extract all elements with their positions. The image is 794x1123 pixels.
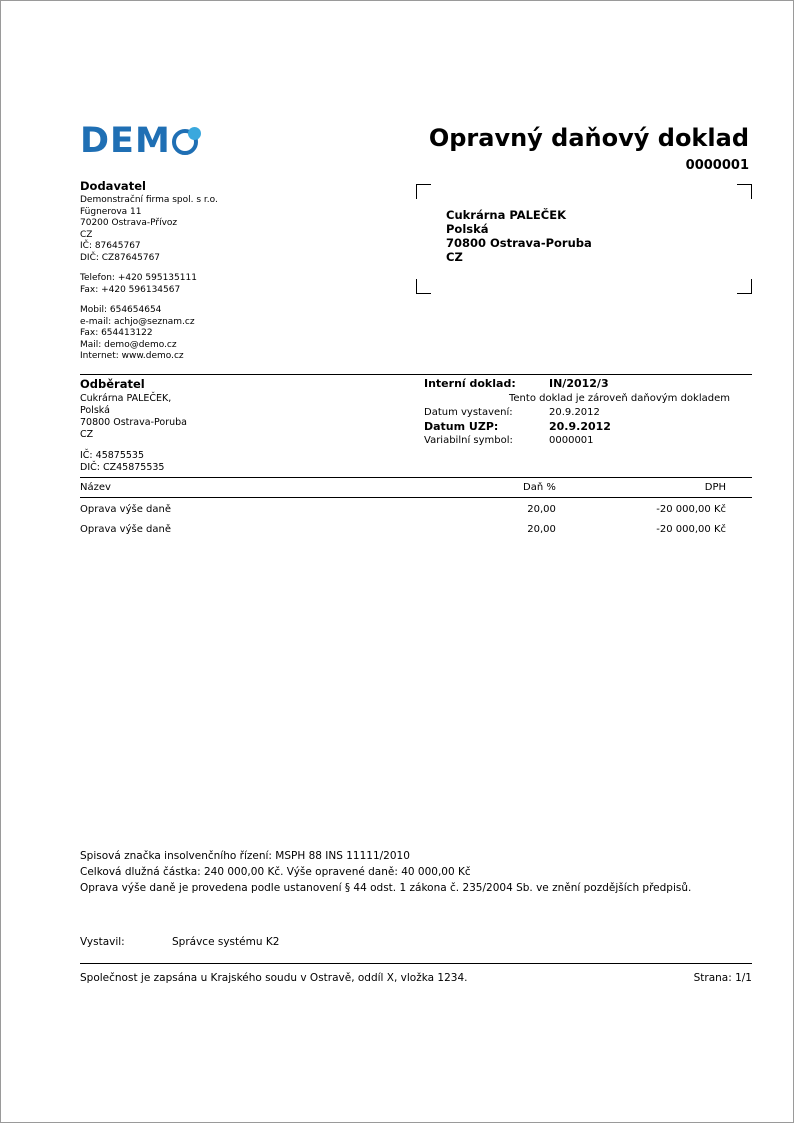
issue-date-row	[424, 406, 754, 420]
supplier-internet: Internet: www.demo.cz	[80, 351, 184, 361]
internal-document-label: Interní doklad:	[424, 377, 516, 390]
note-line: Spisová značka insolvenčního řízení: MSPH 88 INS 11111/2010	[80, 850, 410, 862]
address-window	[416, 184, 752, 294]
table-row	[80, 500, 752, 520]
document-meta	[424, 377, 754, 448]
column-header-name: Název	[80, 482, 111, 493]
customer-ico: IČ: 45875535	[80, 450, 145, 461]
recipient-line: Polská	[446, 222, 489, 236]
divider-top	[80, 374, 752, 375]
corner-mark-icon	[416, 184, 431, 199]
supplier-line: Demonstrační firma spol. s r.o.	[80, 195, 218, 205]
internal-document-value: IN/2012/3	[549, 377, 609, 390]
variable-symbol-label: Variabilní symbol:	[424, 435, 513, 446]
variable-symbol-value: 0000001	[549, 435, 594, 446]
items-divider-under-header	[80, 497, 752, 498]
customer-line: CZ	[80, 429, 94, 440]
footer-divider	[80, 963, 752, 964]
customer-line: Cukrárna PALEČEK,	[80, 393, 172, 404]
column-header-vat: DPH	[704, 482, 727, 493]
item-name: Oprava výše daně	[80, 524, 172, 535]
item-rate: 20,00	[527, 504, 556, 515]
corner-mark-icon	[737, 279, 752, 294]
recipient-address	[446, 208, 592, 264]
note-line: Oprava výše daně je provedena podle ustanovení § 44 odst. 1 zákona č. 235/2004 Sb. ve znění pozdějších předpisů.	[80, 882, 692, 894]
supplier-line: 70200 Ostrava-Přívoz	[80, 218, 178, 228]
supplier-phone: Telefon: +420 595135111	[80, 273, 197, 283]
issued-by-value: Správce systému K2	[172, 936, 280, 948]
document-number: 0000001	[685, 158, 749, 173]
item-rate: 20,00	[527, 524, 556, 535]
items-divider-top	[80, 477, 752, 478]
uzp-date-row	[424, 420, 754, 434]
page-number: Strana: 1/1	[693, 972, 752, 984]
items-header-row	[80, 481, 752, 495]
logo-text: DEM	[80, 121, 171, 161]
corner-mark-icon	[416, 279, 431, 294]
recipient-line: Cukrárna PALEČEK	[446, 208, 566, 222]
variable-symbol-row	[424, 434, 754, 448]
customer-line: 70800 Ostrava-Poruba	[80, 417, 187, 428]
column-header-rate: Daň %	[523, 482, 556, 493]
supplier-email-alt: e-mail: achjo@seznam.cz	[80, 316, 195, 327]
supplier-dic: DIČ: CZ87645767	[80, 252, 161, 263]
customer-line: Polská	[80, 405, 110, 416]
items-body	[80, 500, 752, 540]
customer-heading: Odběratel	[80, 377, 145, 391]
internal-document-row	[424, 377, 754, 391]
uzp-date-label: Datum UZP:	[424, 420, 499, 433]
supplier-line: Fügnerova 11	[80, 206, 142, 217]
customer-block	[80, 377, 400, 474]
company-logo	[80, 121, 202, 161]
item-name: Oprava výše daně	[80, 504, 172, 515]
note-line: Celková dlužná částka: 240 000,00 Kč. Výše opravené daně: 40 000,00 Kč	[80, 866, 471, 878]
page-footer	[80, 972, 752, 984]
tax-document-note: Tento doklad je zároveň daňovým dokladem	[509, 393, 730, 404]
customer-dic: DIČ: CZ45875535	[80, 462, 165, 473]
item-vat: -20 000,00 Kč	[656, 504, 727, 515]
supplier-fax-alt: Fax: 654413122	[80, 328, 153, 338]
issued-by-block	[80, 936, 279, 948]
supplier-heading: Dodavatel	[80, 179, 146, 193]
supplier-mail: Mail: demo@demo.cz	[80, 339, 177, 350]
registration-note: Společnost je zapsána u Krajského soudu v Ostravě, oddíl X, vložka 1234.	[80, 972, 468, 984]
issue-date-value: 20.9.2012	[549, 407, 600, 418]
item-vat: -20 000,00 Kč	[656, 524, 727, 535]
supplier-block	[80, 179, 380, 363]
uzp-date-value: 20.9.2012	[549, 420, 611, 433]
recipient-line: CZ	[446, 250, 463, 264]
footer-notes	[80, 848, 760, 896]
logo-circle-icon	[172, 127, 202, 157]
supplier-mobile: Mobil: 654654654	[80, 305, 162, 315]
corner-mark-icon	[737, 184, 752, 199]
supplier-fax: Fax: +420 596134567	[80, 284, 181, 295]
items-table	[80, 481, 752, 495]
issue-date-label: Datum vystavení:	[424, 407, 513, 418]
supplier-ico: IČ: 87645767	[80, 241, 141, 251]
recipient-line: 70800 Ostrava-Poruba	[446, 236, 592, 250]
document-title: Opravný daňový doklad	[428, 124, 749, 152]
supplier-line: CZ	[80, 229, 93, 240]
table-row	[80, 520, 752, 540]
issued-by-label: Vystavil:	[80, 936, 125, 948]
